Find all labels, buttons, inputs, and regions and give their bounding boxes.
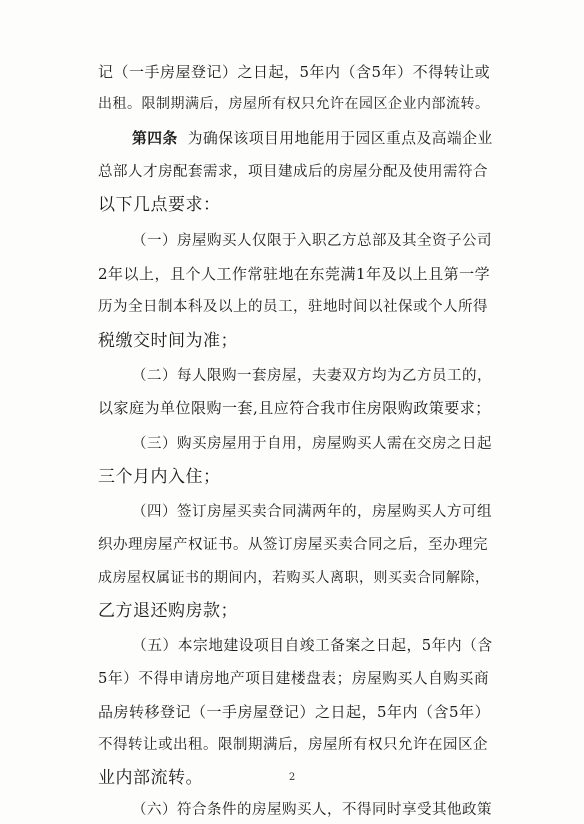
text-line: 历为全日制本科及以上的员工，驻地时间以社保或个人所得 [98,299,488,315]
text-line: 5年）不得申请房地产项目建楼盘表；房屋购买人自购买商 [98,670,490,687]
text-line: 成房屋权属证书的期间内，若购买人离职，则买卖合同解除， [98,570,490,586]
text-line: 以家庭为单位限购一套,且应符合我市住房限购政策要求； [98,399,491,417]
text-line: 乙方退还购房款； [98,601,238,621]
article-heading-line: 第四条 为确保该项目用地能用于园区重点及高端企业 [132,130,493,147]
text-line: 税缴交时间为准； [98,331,238,351]
text-line: 三个月内入住； [98,467,221,487]
list-item-line: （三）购买房屋用于自用，房屋购买人需在交房之日起 [132,436,492,452]
list-item-line: （五）本宗地建设项目自竣工备案之日起，5年内（含 [132,637,493,654]
text-line: 业内部流转。 [98,768,203,788]
text-line: 品房转移登记（一手房屋登记）之日起，5年内（含5年） [98,703,491,721]
text-line: 总部人才房配套需求，项目建成后的房屋分配及使用需符合 [98,164,488,180]
text-line: 出租。限制期满后，房屋所有权只允许在园区企业内部流转。 [98,96,490,112]
list-item-line: （六）符合条件的房屋购买人，不得同时享受其他政策 [132,802,492,818]
list-item-line: （一）房屋购买人仅限于入职乙方总部及其全资子公司 [132,233,492,249]
article-number: 第四条 [132,130,178,147]
page-number: 2 [288,772,296,783]
text-line: 织办理房屋产权证书。从签订房屋买卖合同之后，至办理完 [98,537,488,553]
list-item-line: （四）签订房屋买卖合同满两年的，房屋购买人方可组 [132,504,492,520]
text-line: 不得转让或出租。限制期满后，房屋所有权只允许在园区企 [98,737,488,753]
text-line: 记（一手房屋登记）之日起，5年内（含5年）不得转让或 [98,63,491,81]
text-line: 2年以上，且个人工作常驻地在东莞满1年及以上且第一学 [98,265,491,283]
list-item-line: （二）每人限购一套房屋，夫妻双方均为乙方员工的， [132,368,492,384]
text-line: 以下几点要求： [98,195,221,215]
